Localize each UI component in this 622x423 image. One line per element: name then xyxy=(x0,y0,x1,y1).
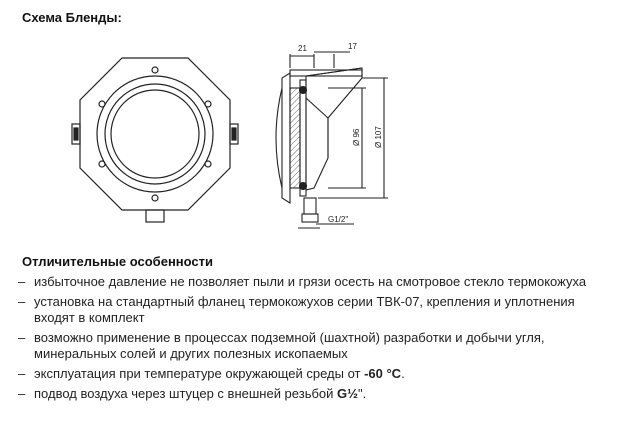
thread-label: G1/2" xyxy=(328,215,349,224)
feature-text: возможно применение в процессах подземной (шахтной) разработки и добычи угля, xyxy=(34,330,545,345)
dim-96-label: Ø 96 xyxy=(352,128,361,146)
bullet: – xyxy=(18,294,26,309)
features-list xyxy=(18,274,608,406)
glass-ring xyxy=(111,90,199,178)
dim-21-label: 21 xyxy=(298,44,307,53)
outer-ring xyxy=(97,76,213,192)
air-fitting xyxy=(146,210,164,222)
bullet: – xyxy=(18,386,26,401)
feature-item xyxy=(18,366,608,382)
octagon-housing xyxy=(80,58,230,210)
dim-17-label: 17 xyxy=(348,42,357,51)
feature-text: ". xyxy=(358,386,367,401)
feature-text: избыточное давление не позволяет пыли и грязи осесть на смотровое стекло термокожуха xyxy=(34,274,587,289)
feature-text: эксплуатация при температуре окружающей среды от xyxy=(34,366,365,381)
bullet: – xyxy=(18,330,26,345)
feature-text: входят в комплект xyxy=(34,310,145,325)
bullet: – xyxy=(18,366,26,381)
front-view-drawing xyxy=(70,48,240,223)
bullet: – xyxy=(18,274,26,289)
features-title: Отличительные особенности xyxy=(22,254,214,269)
side-view-drawing xyxy=(262,38,412,238)
feature-text: минеральных солей и других полезных ископаемых xyxy=(34,346,348,361)
dim-107-label: Ø 107 xyxy=(374,126,383,148)
page-title: Схема Бленды: xyxy=(22,10,122,25)
feature-item xyxy=(18,386,608,402)
inner-ring xyxy=(105,84,205,184)
feature-bold: G½ xyxy=(337,386,358,401)
feature-item xyxy=(18,294,608,326)
feature-item xyxy=(18,274,608,290)
feature-bold: -60 °C xyxy=(364,366,402,381)
feature-item xyxy=(18,330,608,362)
feature-text: . xyxy=(401,366,405,381)
feature-text: установка на стандартный фланец термокожухов серии ТВК-07, крепления и уплотнения xyxy=(34,294,575,309)
feature-text: подвод воздуха через штуцер с внешней резьбой xyxy=(34,386,338,401)
